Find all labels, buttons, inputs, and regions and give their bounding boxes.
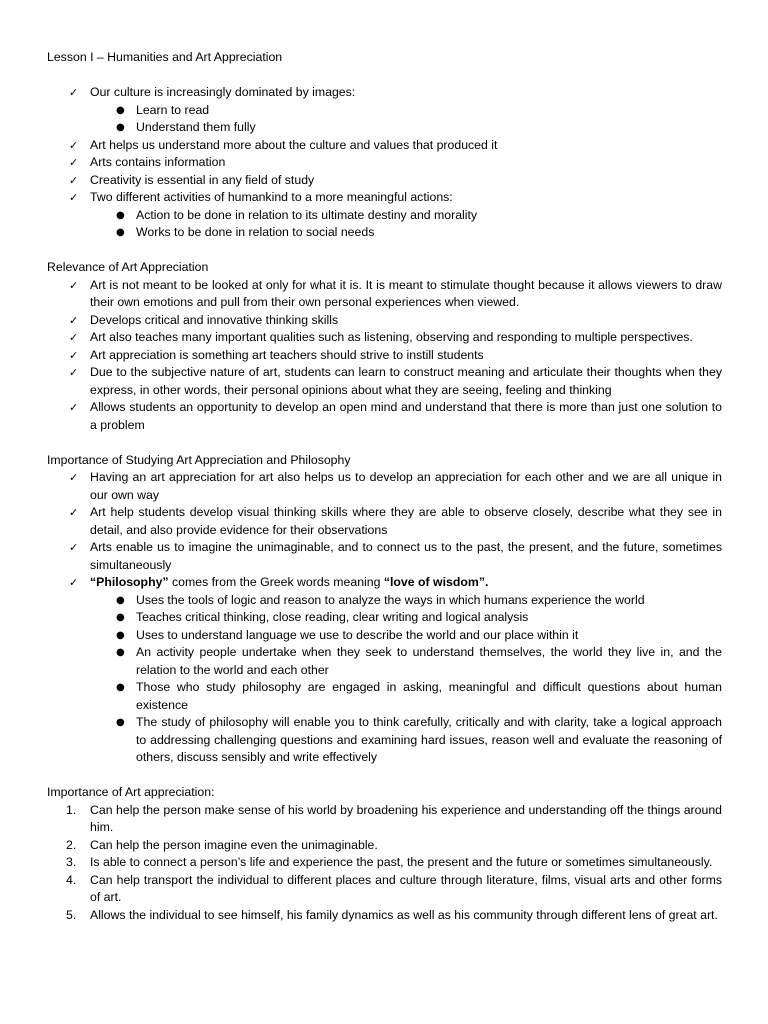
numbered-item [47,907,722,925]
intro-list-cont [47,137,722,207]
list-item [47,154,722,172]
list-item [47,347,722,365]
sub-bullet-text: An activity people undertake when they seek to understand themselves, the world they live in, and the relation to the world and each other [136,645,722,677]
sub-bullet-list [47,207,722,242]
numbered-item-text: Can help transport the individual to different places and culture through literature, films, visual arts and other forms of art. [90,872,722,904]
sub-bullet-item [47,102,722,120]
list-item [47,277,722,312]
bullet-dot-icon: ● [116,682,125,693]
numbered-item [47,872,722,907]
list-item-text: Due to the subjective nature of art, students can learn to construct meaning and articulate their thoughts when they express, in other words, their personal opinions about what they are seeing, feeling and thinking [90,365,722,397]
list-item [47,172,722,190]
bullet-dot-icon: ● [116,209,125,221]
list-item-text: Develops critical and innovative thinking skills [90,312,339,327]
sub-bullet-text: Those who study philosophy are engaged in asking, meaningful and difficult questions about human existence [136,680,722,712]
philosophy-meaning: “love of wisdom”. [383,575,489,589]
bullet-dot-icon: ● [116,717,125,728]
intro-list [47,84,722,102]
list-item [47,189,722,207]
bullet-dot-icon: ● [116,122,125,133]
sub-bullet-text: Action to be done in relation to its ultimate destiny and morality [136,207,478,222]
sub-bullet-item [47,644,722,679]
list-item [47,469,722,504]
sub-bullet-item [47,627,722,645]
bullet-dot-icon: ● [116,647,125,658]
numbered-item [47,854,722,872]
numbered-item-text: Can help the person make sense of his world by broadening his experience and understanding off the things around him. [90,802,722,834]
item-number: 5. [66,907,77,922]
check-mark-icon: ✓ [69,366,79,379]
list-item [47,539,722,574]
check-mark-icon: ✓ [69,541,79,554]
spacer [47,434,722,452]
list-item-text: Art helps us understand more about the culture and values that produced it [90,137,498,152]
check-mark-icon: ✓ [69,471,79,484]
relevance-list [47,277,722,435]
bullet-dot-icon: ● [116,612,125,623]
check-mark-icon: ✓ [69,86,79,99]
sub-bullet-list [47,102,722,137]
lesson-title: Lesson I – Humanities and Art Appreciation [47,50,283,64]
list-item [47,364,722,399]
list-item [47,504,722,539]
numbered-item-text: Is able to connect a person’s life and experience the past, the present and the future or sometimes simultaneously. [90,855,713,869]
list-item [47,137,722,155]
list-item-text: Art is not meant to be looked at only for what it is. It is meant to stimulate thought because it allows viewers to draw their own emotions and pull from their own personal experiences when viewed. [90,277,722,309]
check-mark-icon: ✓ [69,191,79,204]
list-item-text: Art also teaches many important qualities such as listening, observing and responding to multiple perspectives. [90,330,693,344]
list-item-text: Two different activities of humankind to a more meaningful actions: [90,190,453,204]
item-number: 4. [66,872,77,887]
spacer [47,67,722,85]
sub-bullet-item [47,207,722,225]
check-mark-icon: ✓ [69,576,79,589]
list-item [47,84,722,102]
list-item-text: Arts contains information [90,155,226,169]
list-item [47,312,722,330]
sub-bullet-item [47,224,722,242]
check-mark-icon: ✓ [69,506,79,519]
philosophy-bullets [47,592,722,767]
bullet-dot-icon: ● [116,227,125,238]
sub-bullet-item [47,714,722,767]
sub-bullet-text: Learn to read [136,102,210,117]
spacer [47,767,722,785]
check-mark-icon: ✓ [69,313,79,327]
item-number: 2. [66,837,77,852]
bullet-dot-icon: ● [116,629,125,641]
section-heading-philosophy: Importance of Studying Art Appreciation and Philosophy [47,452,351,467]
bullet-dot-icon: ● [116,594,125,606]
numbered-item [47,802,722,837]
list-item-text: Art help students develop visual thinking skills where they are able to observe closely, describe what they see in detail, and also provide evidence for their observations [90,505,722,537]
sub-bullet-item [47,592,722,610]
sub-bullet-text: Uses to understand language we use to describe the world and our place within it [136,627,579,642]
document-body [47,49,722,924]
check-mark-icon: ✓ [69,331,79,344]
sub-bullet-item [47,119,722,137]
check-mark-icon: ✓ [69,401,79,414]
list-item-text: Creativity is essential in any field of study [90,172,315,187]
philosophy-term: “Philosophy” [90,575,169,589]
check-mark-icon: ✓ [69,156,79,169]
sub-bullet-text: Teaches critical thinking, close reading, clear writing and logical analysis [136,610,529,624]
philosophy-definition: comes from the Greek words meaning [168,575,384,589]
sub-bullet-text: Uses the tools of logic and reason to analyze the ways in which humans experience the world [136,592,645,607]
sub-bullet-text: The study of philosophy will enable you to think carefully, critically and with clarity, take a logical approach to addressing challenging questions and examining hard issues, reason well and evaluate the reasoning of others, discuss sensibly and write effectively [136,715,722,764]
numbered-item [47,837,722,855]
list-item-text: Arts enable us to imagine the unimaginable, and to connect us to the past, the present, and the future, sometimes simultaneously [90,540,722,572]
check-mark-icon: ✓ [69,173,79,187]
sub-bullet-item [47,679,722,714]
sub-bullet-item [47,609,722,627]
numbered-item-text: Can help the person imagine even the unimaginable. [90,837,378,852]
list-item-text: Having an art appreciation for art also helps us to develop an appreciation for each other and we are all unique in our own way [90,470,722,502]
section-heading-relevance: Relevance of Art Appreciation [47,260,209,274]
list-item-text: Our culture is increasingly dominated by images: [90,85,356,99]
philosophy-list [47,469,722,592]
spacer [47,242,722,260]
list-item-text: Allows students an opportunity to develop an open mind and understand that there is more than just one solution to a problem [90,400,722,432]
list-item [47,399,722,434]
check-mark-icon: ✓ [69,138,79,152]
list-item [47,329,722,347]
item-number: 3. [66,855,77,869]
section-heading-importance: Importance of Art appreciation: [47,785,215,799]
sub-bullet-text: Works to be done in relation to social needs [136,225,375,239]
numbered-item-text: Allows the individual to see himself, his family dynamics as well as his community through different lens of great art. [90,907,718,922]
list-item-text: Art appreciation is something art teachers should strive to instill students [90,347,484,362]
item-number: 1. [66,802,77,817]
check-mark-icon: ✓ [69,348,79,362]
list-item [47,574,722,592]
sub-bullet-text: Understand them fully [136,120,256,134]
bullet-dot-icon: ● [116,104,125,116]
check-mark-icon: ✓ [69,278,79,292]
importance-list [47,802,722,925]
